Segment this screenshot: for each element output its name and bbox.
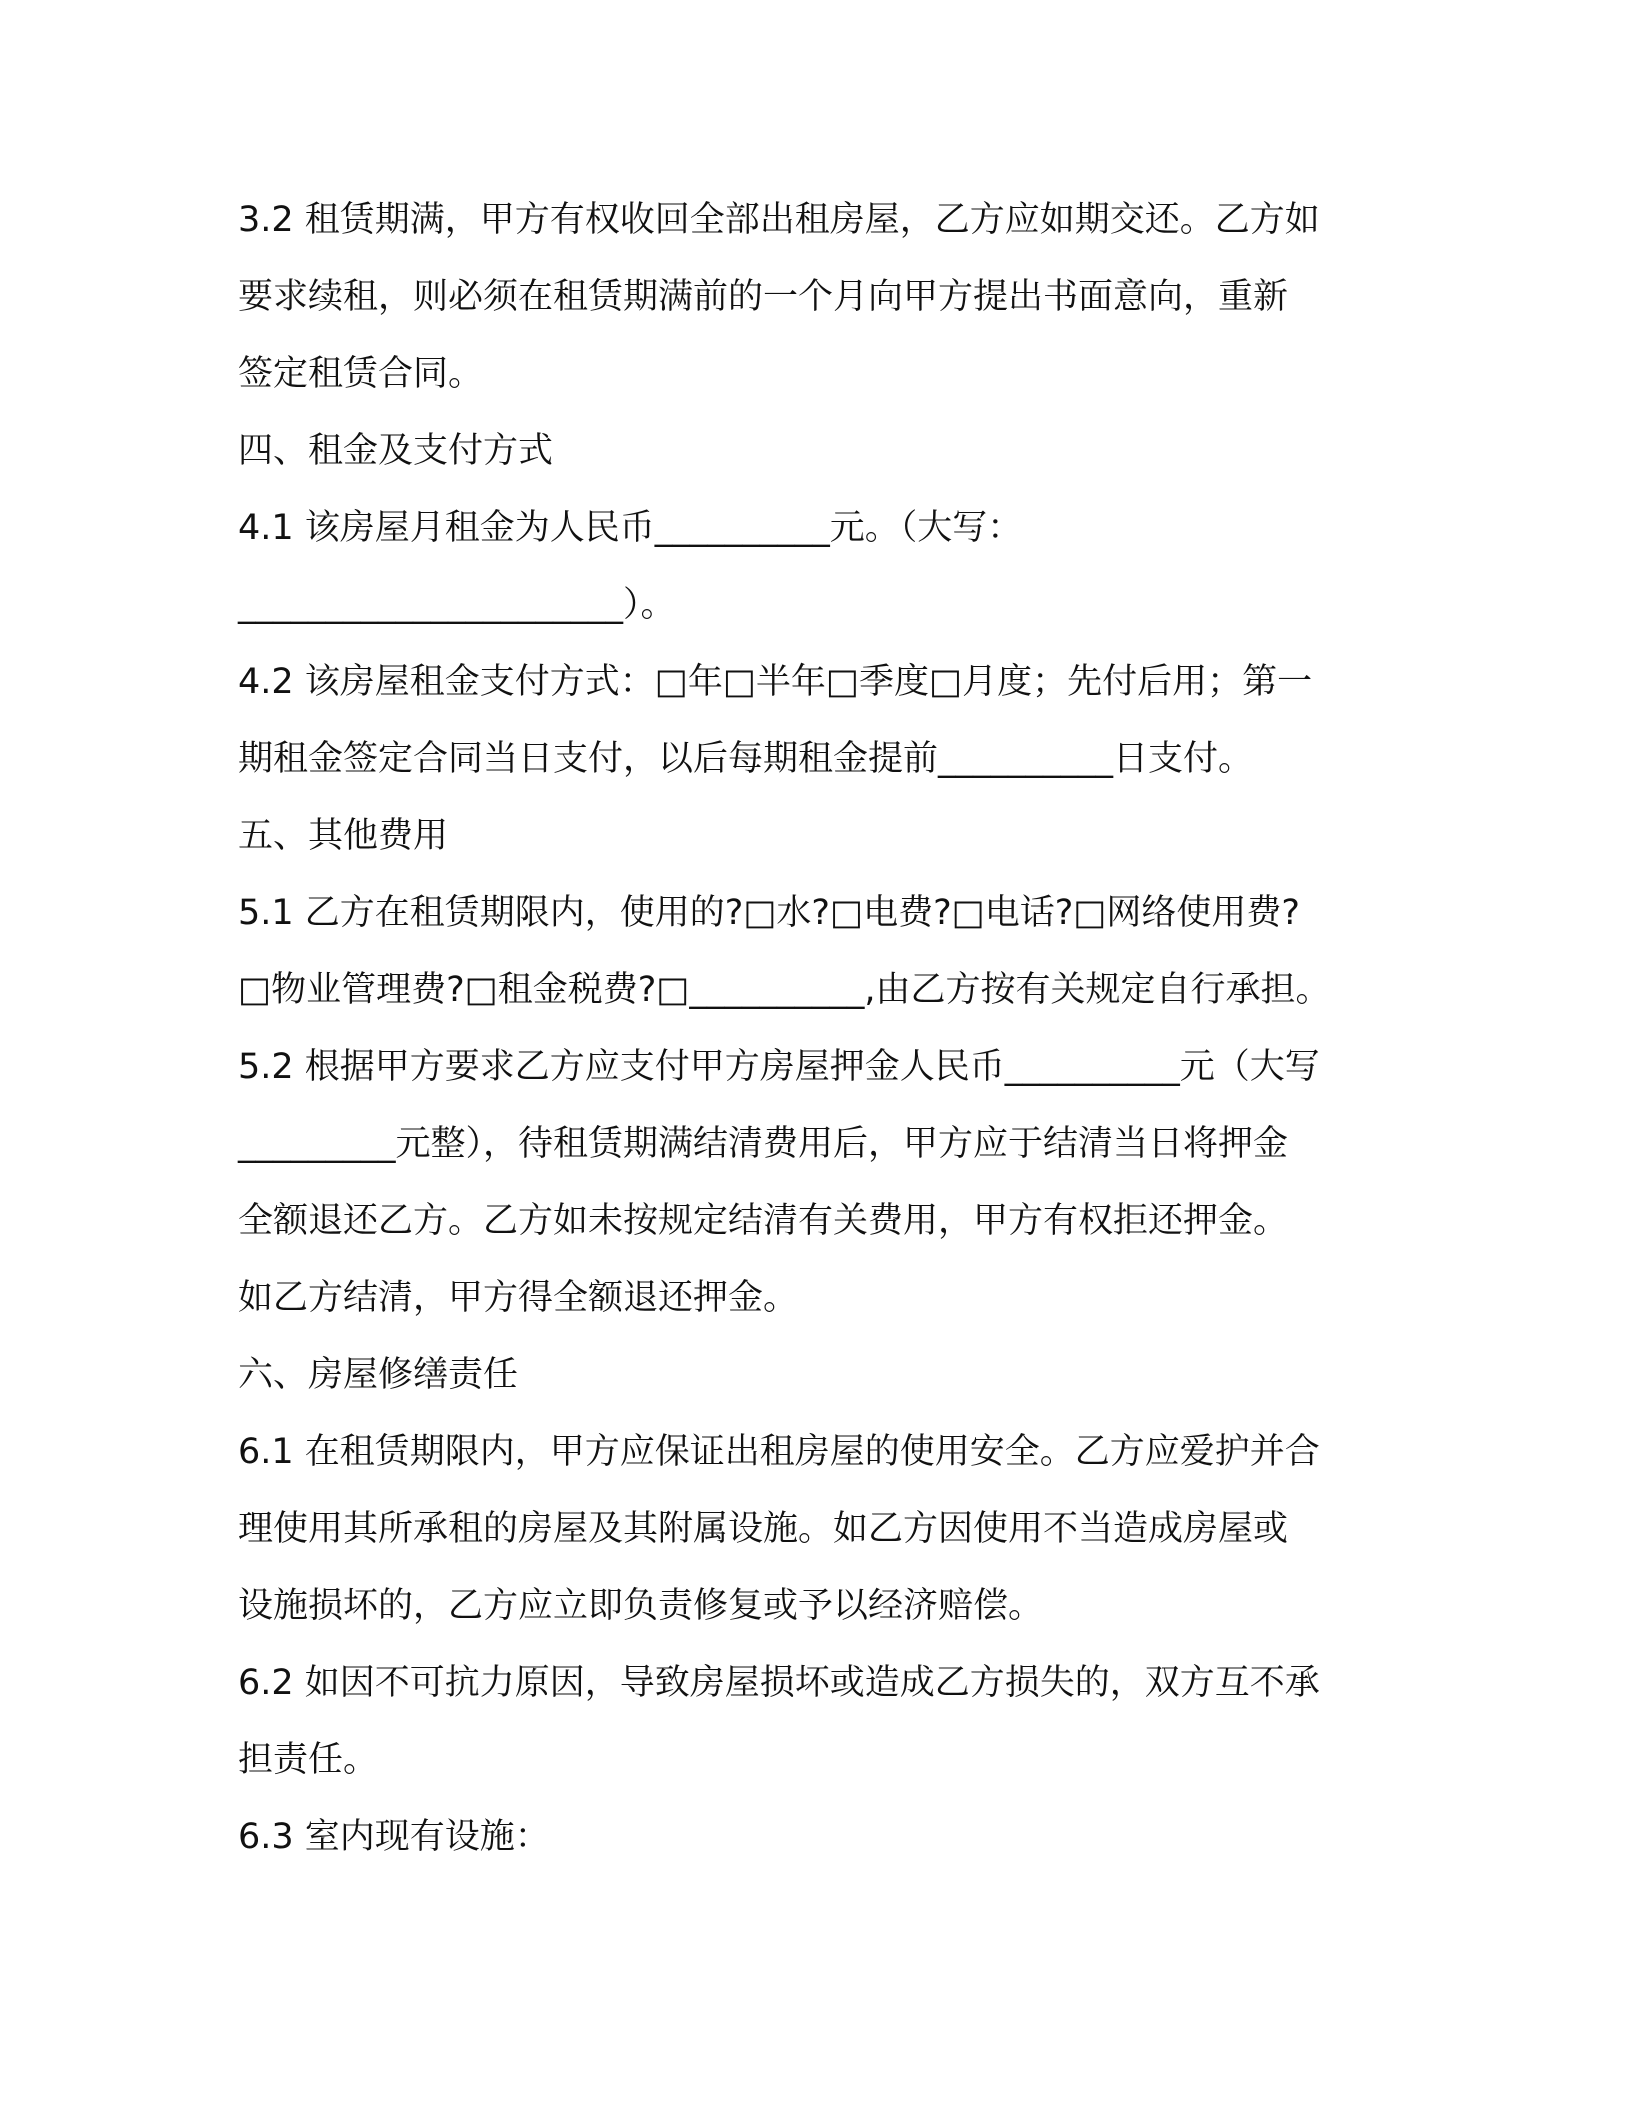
text-line: 6.3 室内现有设施： [238,1817,550,1857]
text-line: 要求续租，则必须在租赁期满前的一个月向甲方提出书面意向，重新 [238,277,1289,317]
section-heading: 六、房屋修缮责任 [238,1355,519,1395]
text-line: 理使用其所承租的房屋及其附属设施。如乙方因使用不当造成房屋或 [238,1509,1289,1549]
text-line: 5.1 乙方在租赁期限内，使用的?□水?□电费?□电话?□网络使用费? [238,893,1300,933]
text-line: 4.2 该房屋租金支付方式：□年□半年□季度□月度；先付后用；第一 [238,662,1313,702]
text-line: 全额退还乙方。乙方如未按规定结清有关费用，甲方有权拒还押金。 [238,1201,1289,1241]
text-line: 3.2 租赁期满，甲方有权收回全部出租房屋，乙方应如期交还。乙方如 [238,200,1320,240]
text-line: 如乙方结清，甲方得全额退还押金。 [238,1278,799,1318]
text-line: 5.2 根据甲方要求乙方应支付甲方房屋押金人民币__________元（大写 [238,1047,1320,1087]
text-line: 签定租赁合同。 [238,354,484,394]
document-body [238,182,1398,1876]
text-line: 担责任。 [238,1740,379,1780]
text-line: 4.1 该房屋月租金为人民币__________元。（大写： [238,508,1023,548]
text-line: □物业管理费?□租金税费?□__________,由乙方按有关规定自行承担。 [238,970,1331,1010]
text-line: ______________________）。 [238,585,676,625]
text-line: 6.2 如因不可抗力原因，导致房屋损坏或造成乙方损失的，双方互不承 [238,1663,1320,1703]
section-heading: 五、其他费用 [238,816,449,856]
text-line: 期租金签定合同当日支付，以后每期租金提前__________日支付。 [238,739,1254,779]
text-line: _________元整），待租赁期满结清费用后，甲方应于结清当日将押金 [238,1124,1289,1164]
section-heading: 四、租金及支付方式 [238,431,554,471]
text-line: 设施损坏的，乙方应立即负责修复或予以经济赔偿。 [238,1586,1044,1626]
text-line: 6.1 在租赁期限内，甲方应保证出租房屋的使用安全。乙方应爱护并合 [238,1432,1320,1472]
